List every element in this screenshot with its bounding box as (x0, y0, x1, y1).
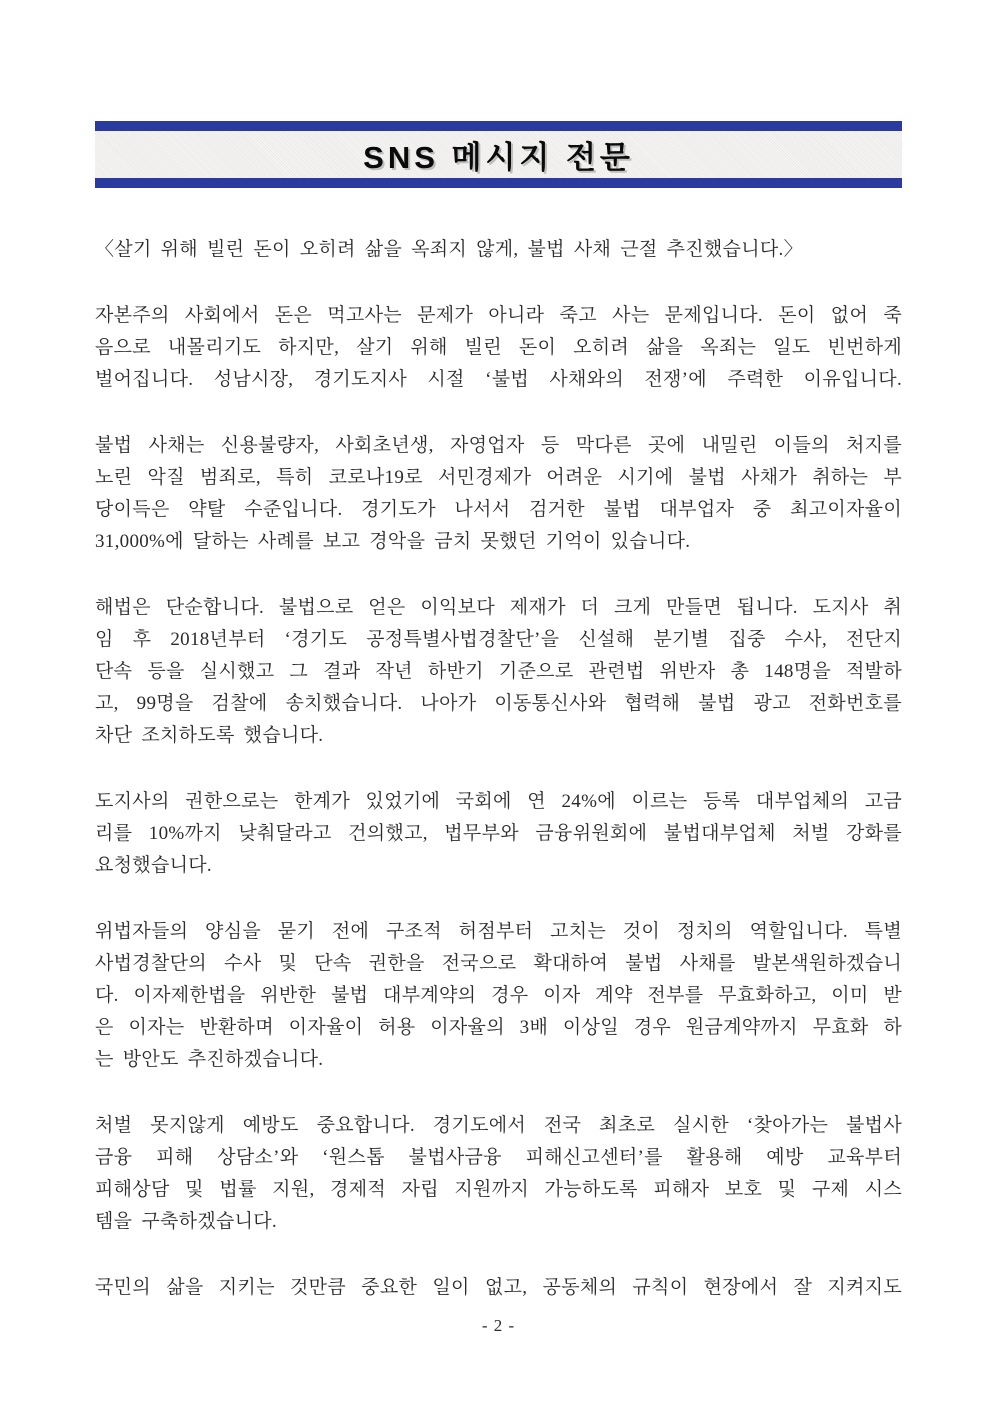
text-line: 〈살기 위해 빌린 돈이 오히려 삶을 옥죄지 않게, 불법 사채 근절 추진했습니다.〉 (95, 239, 803, 260)
text-line: 위법자들의 양심을 묻기 전에 구조적 허점부터 고치는 것이 정치의 역할입니다. 특별 (95, 921, 902, 942)
text-line: 당이득은 약탈 수준입니다. 경기도가 나서서 검거한 불법 대부업자 중 최고이자율이 (95, 499, 902, 520)
page-number: - 2 - (481, 1316, 516, 1335)
text-line: 요청했습니다. (95, 855, 212, 876)
text-line: 은 이자는 반환하며 이자율이 허용 이자율의 3배 이상일 경우 원금계약까지 무효화 하 (95, 1017, 902, 1038)
paragraph (95, 1272, 902, 1304)
banner-title-row (95, 131, 902, 178)
text-line: 고, 99명을 검찰에 송치했습니다. 나아가 이동통신사와 협력해 불법 광고 전화번호를 (95, 693, 902, 714)
text-line: 해법은 단순합니다. 불법으로 얻은 이익보다 제재가 더 크게 만들면 됩니다. 도지사 취 (95, 597, 902, 618)
text-line: 사법경찰단의 수사 및 단속 권한을 전국으로 확대하여 불법 사채를 발본색원하겠습니 (95, 953, 902, 974)
paragraph (95, 234, 902, 266)
paragraph (95, 430, 902, 558)
text-line: 31,000%에 달하는 사례를 보고 경악을 금치 못했던 기억이 있습니다. (95, 531, 691, 552)
document-body (95, 234, 902, 1304)
text-line: 차단 조치하도록 했습니다. (95, 725, 324, 746)
text-line: 단속 등을 실시했고 그 결과 작년 하반기 기준으로 관련법 위반자 총 148명을 적발하 (95, 661, 902, 682)
text-line: 불법 사채는 신용불량자, 사회초년생, 자영업자 등 막다른 곳에 내밀린 이들의 처지를 (95, 435, 902, 456)
text-line: 노린 악질 범죄로, 특히 코로나19로 서민경제가 어려운 시기에 불법 사채가 취하는 부 (95, 467, 902, 488)
text-line: 는 방안도 추진하겠습니다. (95, 1049, 324, 1070)
text-line: 임 후 2018년부터 ‘경기도 공정특별사법경찰단’을 신설해 분기별 집중 수사, 전단지 (95, 629, 902, 650)
text-line: 벌어집니다. 성남시장, 경기도지사 시절 ‘불법 사채와의 전쟁’에 주력한 이유입니다. (95, 369, 902, 390)
text-line: 음으로 내몰리기도 하지만, 살기 위해 빌린 돈이 오히려 삶을 옥죄는 일도 빈번하게 (95, 337, 902, 358)
text-line: 리를 10%까지 낮춰달라고 건의했고, 법무부와 금융위원회에 불법대부업체 처벌 강화를 (95, 823, 902, 844)
paragraph (95, 786, 902, 882)
page-title: SNS 메시지 전문 (363, 140, 634, 175)
text-line: 템을 구축하겠습니다. (95, 1211, 277, 1232)
title-banner (95, 121, 902, 188)
paragraph (95, 300, 902, 396)
paragraph (95, 592, 902, 752)
banner-top-bar (95, 121, 902, 131)
paragraph (95, 916, 902, 1076)
text-line: 도지사의 권한으로는 한계가 있었기에 국회에 연 24%에 이르는 등록 대부업체의 고금 (95, 791, 902, 812)
text-line: 처벌 못지않게 예방도 중요합니다. 경기도에서 전국 최초로 실시한 ‘찾아가는 불법사 (95, 1115, 902, 1136)
banner-bottom-bar (95, 178, 902, 188)
text-line: 다. 이자제한법을 위반한 불법 대부계약의 경우 이자 계약 전부를 무효화하고, 이미 받 (95, 985, 902, 1006)
text-line: 피해상담 및 법률 지원, 경제적 자립 지원까지 가능하도록 피해자 보호 및 구제 시스 (95, 1179, 902, 1200)
text-line: 국민의 삶을 지키는 것만큼 중요한 일이 없고, 공동체의 규칙이 현장에서 잘 지켜지도 (95, 1277, 902, 1298)
text-line: 자본주의 사회에서 돈은 먹고사는 문제가 아니라 죽고 사는 문제입니다. 돈이 없어 죽 (95, 305, 902, 326)
paragraph (95, 1110, 902, 1238)
text-line: 금융 피해 상담소’와 ‘원스톱 불법사금융 피해신고센터’를 활용해 예방 교육부터 (95, 1147, 902, 1168)
